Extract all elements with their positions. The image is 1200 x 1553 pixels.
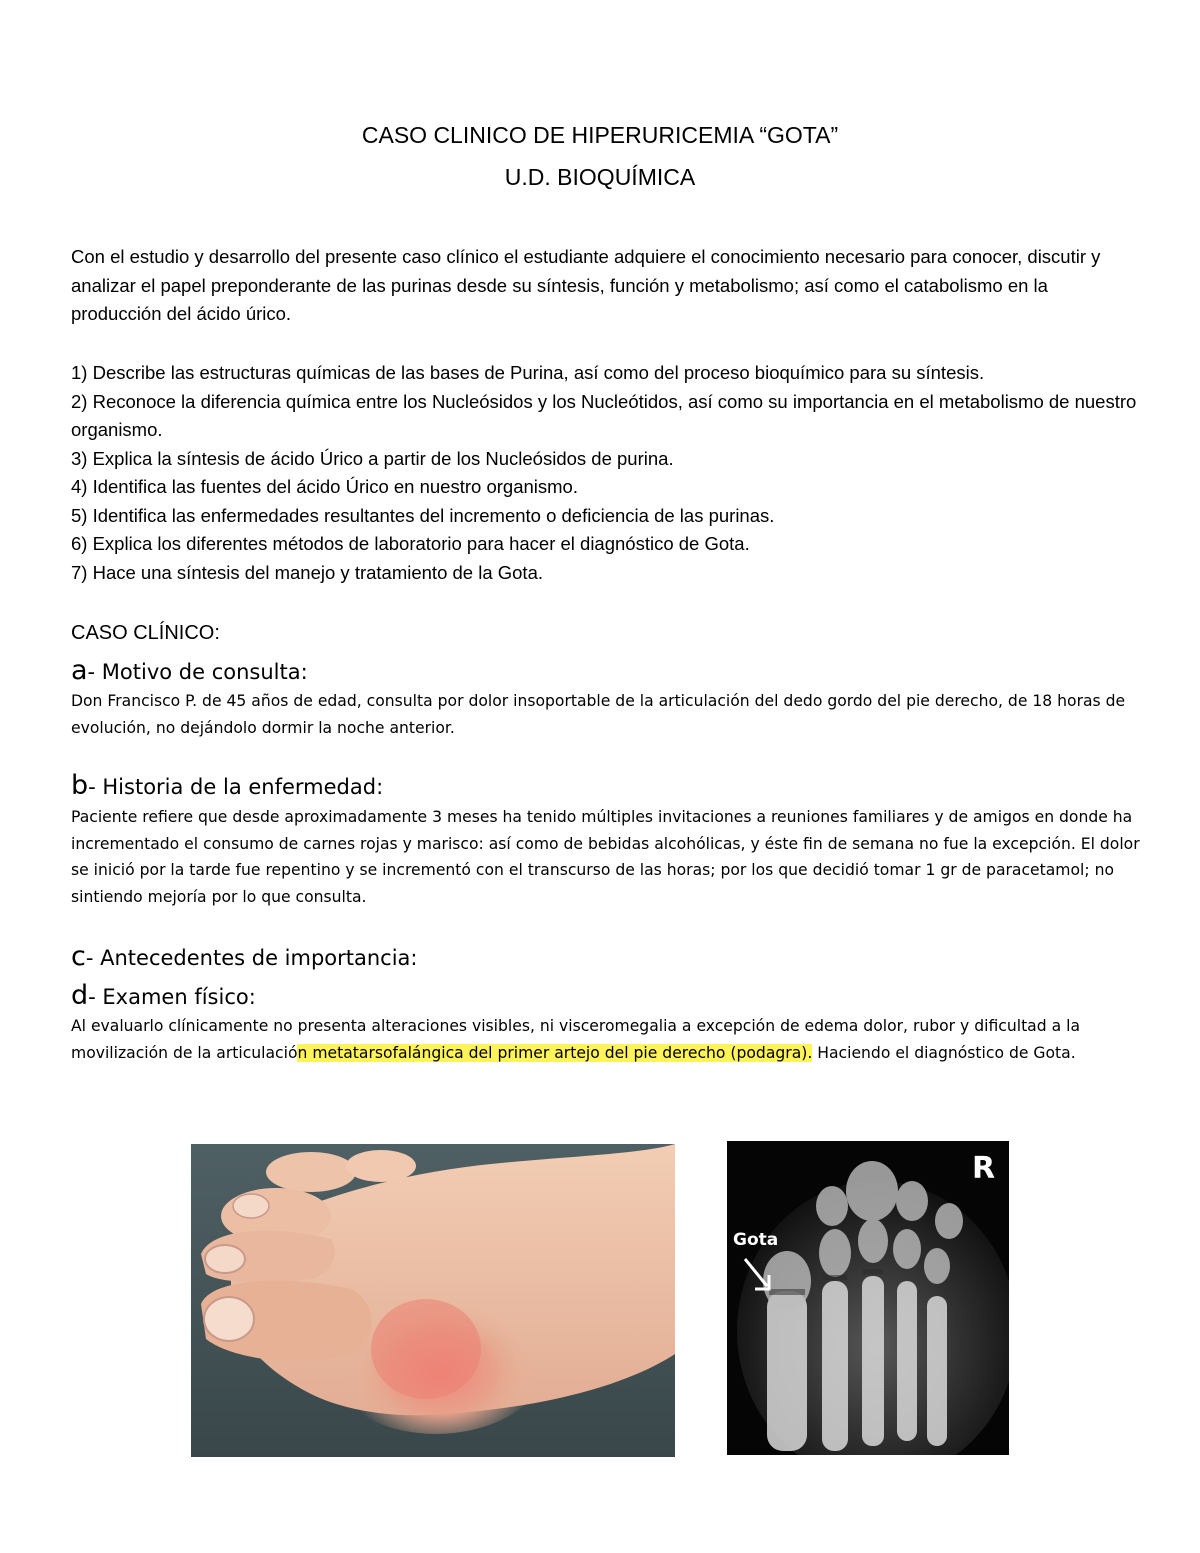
xray-side-marker: R <box>972 1151 996 1186</box>
case-heading: CASO CLÍNICO: <box>71 622 220 644</box>
section-d-text-end: Haciendo el diagnóstico de Gota. <box>812 1043 1076 1062</box>
gout-foot-photo <box>191 1144 675 1457</box>
section-b-title: - Historia de la enfermedad: <box>88 775 384 799</box>
objective-item: 2) Reconoce la diferencia química entre los Nucleósidos y los Nucleótidos, así como su importancia en el metabolismo de nuestro organismo. <box>71 390 1137 440</box>
section-d-text-start: Al evaluarlo clínicamente no presenta alteraciones visibles, ni visceromegalia a excepción de edema dolor, rubor y dificultad a la movilización de la articulació <box>71 1017 1080 1062</box>
section-d-text <box>71 1013 1146 1066</box>
section-c-title: - Antecedentes de importancia: <box>85 946 418 970</box>
section-b-letter: b <box>71 770 89 801</box>
document-subtitle: U.D. BIOQUÍMICA <box>504 164 696 190</box>
section-a-title: - Motivo de consulta: <box>87 660 308 684</box>
objective-item: 4) Identifica las fuentes del ácido Úrico en nuestro organismo. <box>71 476 578 497</box>
section-b-text: Paciente refiere que desde aproximadamente 3 meses ha tenido múltiples invitaciones a reuniones familiares y de amigos en donde ha incrementado el consumo de carnes rojas y marisco: así como de bebidas alcohólicas, y éste fin de semana no fue la excepción. El dolor se inició por la tarde fue repentino y se incrementó con el transcurso de las horas; por los que decidió tomar 1 gr de paracetamol; no sintiendo mejoría por lo que consulta. <box>71 808 1140 906</box>
section-a-heading <box>71 655 308 686</box>
objective-item: 3) Explica la síntesis de ácido Úrico a partir de los Nucleósidos de purina. <box>71 447 674 469</box>
section-b-heading <box>71 770 383 801</box>
section-a-text: Don Francisco P. de 45 años de edad, consulta por dolor insoportable de la articulación del dedo gordo del pie derecho, de 18 horas de evolución, no dejándolo dormir la noche anterior. <box>71 692 1126 737</box>
objectives-list <box>71 359 1141 587</box>
objective-item: 5) Identifica las enfermedades resultantes del incremento o deficiencia de las purinas. <box>71 504 775 526</box>
highlighted-text: n metatarsofalángica del primer artejo del pie derecho (podagra). <box>297 1043 813 1062</box>
section-c-heading <box>71 941 418 972</box>
document-title: CASO CLINICO DE HIPERURICEMIA “GOTA” <box>361 122 839 148</box>
section-a-letter: a <box>71 655 88 686</box>
objective-item: 6) Explica los diferentes métodos de laboratorio para hacer el diagnóstico de Gota. <box>71 533 750 554</box>
foot-xray-image <box>727 1141 1009 1455</box>
section-d-title: - Examen físico: <box>88 985 256 1009</box>
objective-item: 1) Describe las estructuras químicas de las bases de Purina, así como del proceso bioquímico para su síntesis. <box>71 362 985 383</box>
objective-item: 7) Hace una síntesis del manejo y tratamiento de la Gota. <box>71 561 544 583</box>
intro-paragraph: Con el estudio y desarrollo del presente caso clínico el estudiante adquiere el conocimiento necesario para conocer, discutir y analizar el papel preponderante de las purinas desde su síntesis, función y metabolismo; así como el catabolismo en la producción del ácido úrico. <box>71 246 1101 324</box>
xray-annotation-label: Gota <box>733 1230 779 1250</box>
section-d-heading <box>71 980 256 1011</box>
section-c-letter: c <box>71 941 86 972</box>
section-d-letter: d <box>71 980 89 1011</box>
